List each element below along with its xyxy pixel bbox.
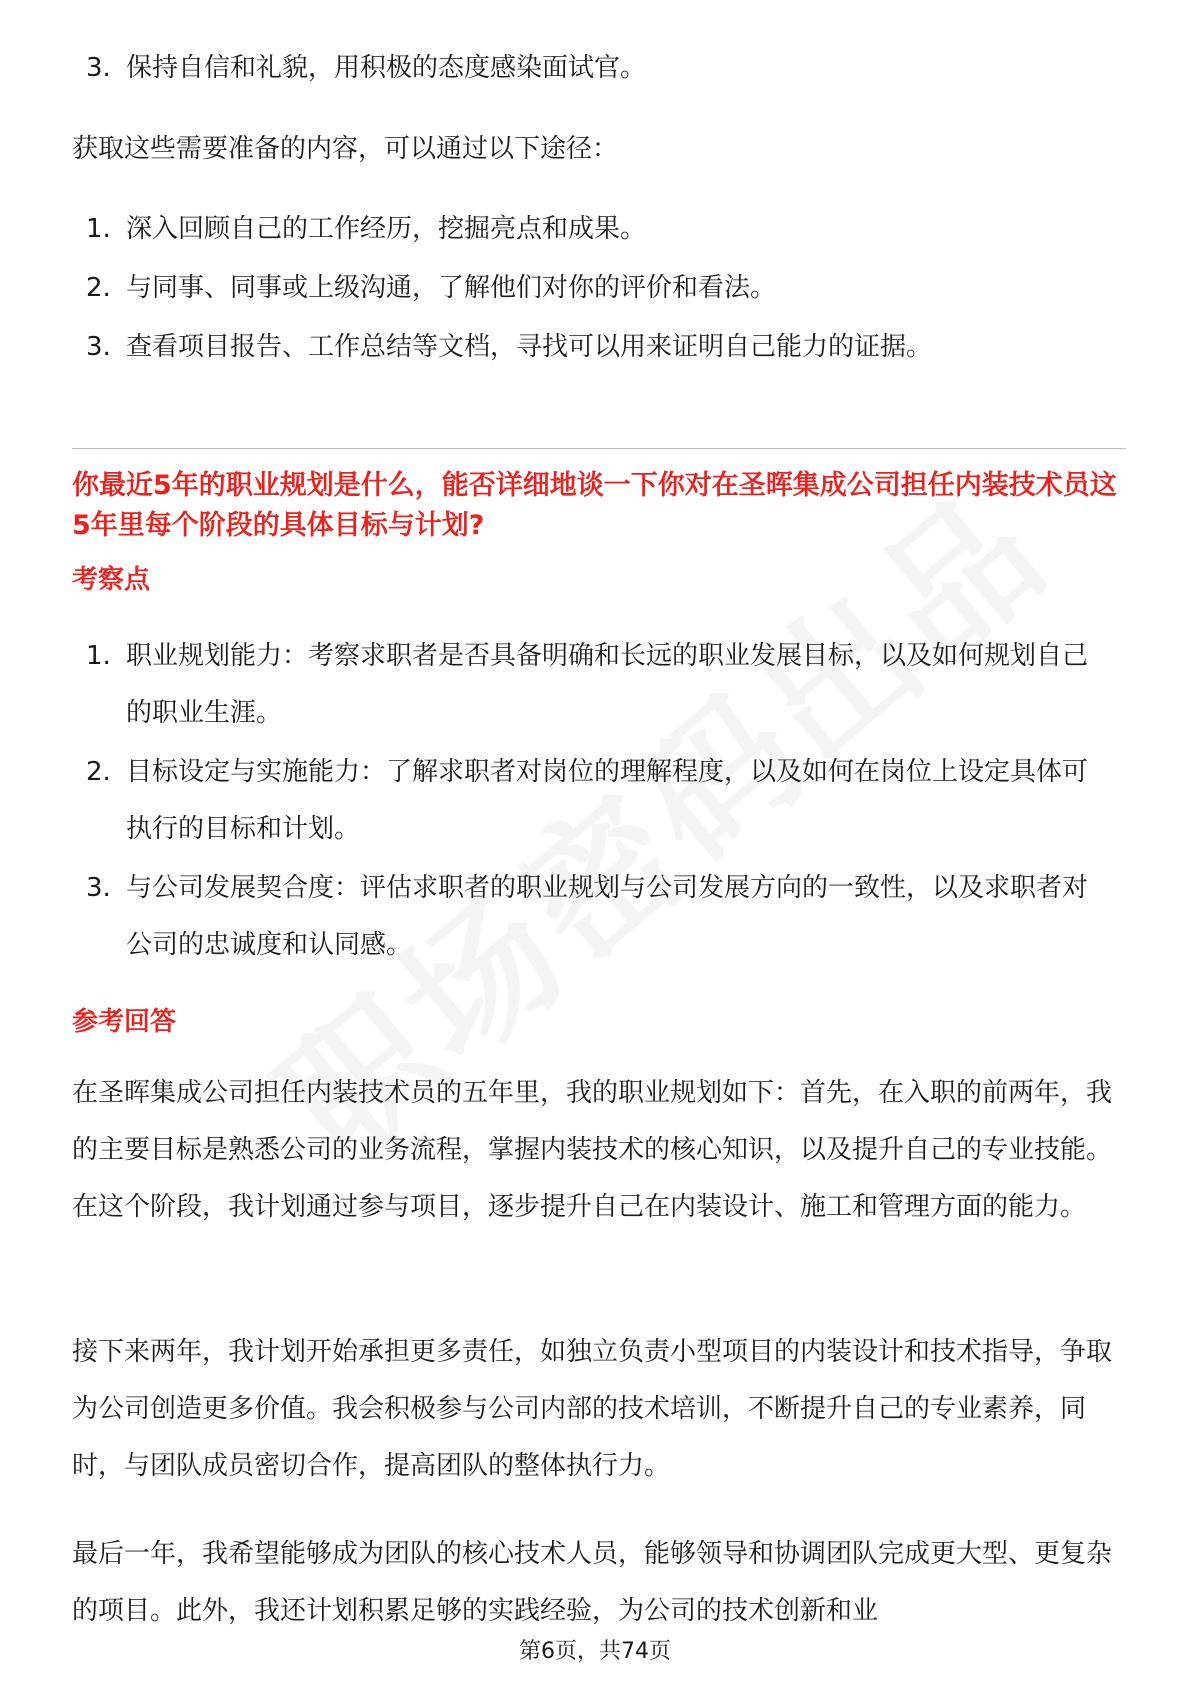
list-item	[72, 40, 1112, 97]
section-divider	[72, 448, 1126, 449]
answer-paragraph: 最后一年，我希望能够成为团队的核心技术人员，能够领导和协调团队完成更大型、更复杂的项目。此外，我还计划积累足够的实践经验，为公司的技术创新和业	[72, 1539, 1113, 1626]
list-item-text: 目标设定与实施能力：了解求职者对岗位的理解程度，以及如何在岗位上设定具体可执行的目标和计划。	[126, 757, 1089, 844]
list-item-number: 3.	[86, 873, 111, 903]
list-item-text: 深入回顾自己的工作经历，挖掘亮点和成果。	[126, 214, 647, 244]
list-item	[72, 744, 1112, 858]
exam-points-heading: 考察点	[72, 565, 151, 595]
interview-question: 你最近5年的职业规划是什么，能否详细地谈一下你对在圣晖集成公司担任内装技术员这5年里每个阶段的具体目标与计划?	[72, 470, 1117, 541]
list-item-number: 3.	[86, 53, 111, 83]
intro-paragraph: 获取这些需要准备的内容，可以通过以下途径：	[72, 134, 619, 164]
list-item	[72, 860, 1112, 974]
list-item-text: 查看项目报告、工作总结等文档，寻找可以用来证明自己能力的证据。	[126, 332, 933, 362]
ways-list	[72, 201, 1112, 378]
list-item-number: 3.	[86, 332, 111, 362]
list-item-text: 职业规划能力：考察求职者是否具备明确和长远的职业发展目标，以及如何规划自己的职业生涯。	[126, 641, 1089, 728]
prep-list-continued	[72, 40, 1112, 99]
page-footer: 第6页，共74页	[519, 1639, 671, 1664]
list-item-text: 保持自信和礼貌，用积极的态度感染面试官。	[126, 53, 647, 83]
exam-points-list	[72, 628, 1112, 976]
list-item	[72, 319, 1112, 376]
list-item-number: 2.	[86, 273, 111, 303]
list-item-number: 1.	[86, 641, 111, 671]
list-item	[72, 628, 1112, 742]
list-item-text: 与同事、同事或上级沟通，了解他们对你的评价和看法。	[126, 273, 777, 303]
answer-paragraph: 在圣晖集成公司担任内装技术员的五年里，我的职业规划如下：首先，在入职的前两年，我的主要目标是熟悉公司的业务流程，掌握内装技术的核心知识，以及提升自己的专业技能。在这个阶段，我计划通过参与项目，逐步提升自己在内装设计、施工和管理方面的能力。	[72, 1078, 1113, 1222]
list-item-number: 1.	[86, 214, 111, 244]
list-item	[72, 201, 1112, 258]
reference-answer-heading: 参考回答	[72, 1007, 177, 1037]
list-item-number: 2.	[86, 757, 111, 787]
list-item	[72, 260, 1112, 317]
list-item-text: 与公司发展契合度：评估求职者的职业规划与公司发展方向的一致性，以及求职者对公司的忠诚度和认同感。	[126, 873, 1089, 960]
answer-paragraph: 接下来两年，我计划开始承担更多责任，如独立负责小型项目的内装设计和技术指导，争取为公司创造更多价值。我会积极参与公司内部的技术培训，不断提升自己的专业素养，同时，与团队成员密切合作，提高团队的整体执行力。	[72, 1337, 1113, 1481]
